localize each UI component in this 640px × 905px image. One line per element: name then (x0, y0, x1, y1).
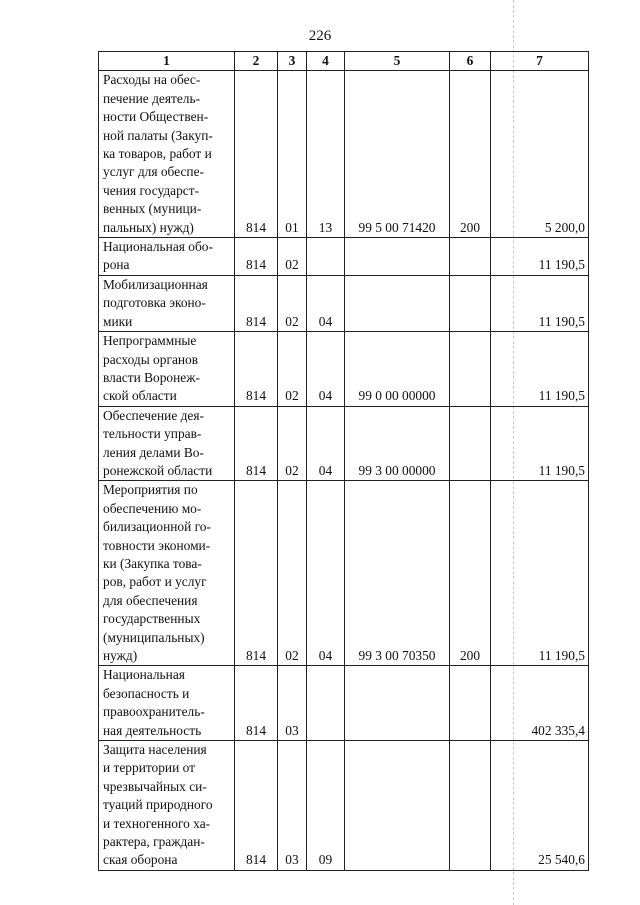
subsection-code-cell: 04 (307, 275, 345, 331)
table-row (99, 332, 589, 407)
expense-type-cell (450, 238, 491, 276)
expense-type-cell (450, 406, 491, 481)
expense-name-line: нужд) (103, 648, 138, 663)
section-code-cell: 02 (278, 332, 307, 407)
expense-name-line: туаций природного (103, 797, 213, 813)
column-header: 3 (278, 52, 307, 71)
table-row (99, 666, 589, 741)
expense-name-line: ров, работ и услуг (103, 574, 207, 590)
amount-cell: 11 190,5 (491, 238, 589, 276)
expense-name-line: ка товаров, работ и (103, 146, 212, 162)
expense-name-cell (99, 741, 235, 871)
expense-name-line: Мероприятия по (103, 482, 198, 498)
expense-name-line: чрезвычайных си- (103, 778, 207, 794)
expense-type-cell (450, 741, 491, 871)
expense-type-cell (450, 275, 491, 331)
expense-name-cell (99, 275, 235, 331)
amount-cell: 402 335,4 (491, 666, 589, 741)
table-row (99, 71, 589, 238)
amount-cell: 11 190,5 (491, 332, 589, 407)
target-article-cell (345, 275, 450, 331)
expense-name-line: чения государст- (103, 182, 200, 198)
target-article-cell (345, 666, 450, 741)
expense-name-line: печение деятель- (103, 90, 201, 106)
expense-name-cell (99, 238, 235, 276)
column-header: 1 (99, 52, 235, 71)
expense-name-cell (99, 666, 235, 741)
expense-name-line: подготовка эконо- (103, 295, 206, 311)
expense-name-line: тельности управ- (103, 426, 202, 442)
expense-name-cell (99, 71, 235, 238)
expense-name-line: ской области (103, 388, 177, 404)
expense-name-line: Национальная обо- (103, 239, 213, 255)
ministry-code-cell: 814 (235, 275, 278, 331)
table-row (99, 406, 589, 481)
expense-name-line: рактера, граждан- (103, 834, 205, 850)
expense-type-cell: 200 (450, 481, 491, 666)
expense-name-line: Непрограммные (103, 333, 197, 349)
ministry-code-cell: 814 (235, 741, 278, 871)
expense-name-line: ная деятельность (103, 722, 202, 738)
ministry-code-cell: 814 (235, 481, 278, 666)
expense-name-line: мики (103, 313, 133, 329)
amount-cell: 11 190,5 (491, 406, 589, 481)
header-row (99, 52, 589, 71)
column-header: 4 (307, 52, 345, 71)
section-code-cell: 02 (278, 481, 307, 666)
expense-type-cell: 200 (450, 71, 491, 238)
expense-name-line: ки (Закупка това- (103, 555, 202, 571)
amount-cell: 11 190,5 (491, 275, 589, 331)
page-number: 226 (308, 28, 332, 44)
table-row (99, 481, 589, 666)
target-article-cell: 99 0 00 00000 (345, 332, 450, 407)
expense-name-line: (муниципальных) (103, 629, 205, 645)
column-header: 2 (235, 52, 278, 71)
subsection-code-cell: 04 (307, 406, 345, 481)
table-row (99, 275, 589, 331)
section-code-cell: 03 (278, 741, 307, 871)
expense-name-line: и техногенного ха- (103, 815, 211, 831)
expense-name-line: правоохранитель- (103, 704, 205, 720)
section-code-cell: 02 (278, 275, 307, 331)
amount-cell: 25 540,6 (491, 741, 589, 871)
expense-name-line: пальных) нужд) (103, 219, 194, 235)
expense-name-line: венных (муници- (103, 201, 202, 217)
ministry-code-cell: 814 (235, 666, 278, 741)
target-article-cell: 99 3 00 00000 (345, 406, 450, 481)
expense-name-line: Национальная (103, 667, 185, 683)
amount-cell: 5 200,0 (491, 71, 589, 238)
expense-name-cell (99, 406, 235, 481)
ministry-code-cell: 814 (235, 238, 278, 276)
amount-cell: 11 190,5 (491, 481, 589, 666)
ministry-code-cell: 814 (235, 71, 278, 238)
table-row (99, 741, 589, 871)
expense-name-line: Обеспечение дея- (103, 407, 204, 423)
budget-table (98, 51, 589, 871)
expense-name-line: для обеспечения (103, 592, 198, 608)
expense-name-line: билизационной го- (103, 519, 211, 535)
ministry-code-cell: 814 (235, 332, 278, 407)
section-code-cell: 02 (278, 238, 307, 276)
expense-name-line: услуг для обеспе- (103, 164, 204, 180)
subsection-code-cell: 09 (307, 741, 345, 871)
expense-name-line: и территории от (103, 760, 195, 776)
expense-name-line: товности экономи- (103, 537, 211, 553)
subsection-code-cell: 04 (307, 332, 345, 407)
table-row (99, 238, 589, 276)
expense-name-line: ности Обществен- (103, 109, 209, 125)
subsection-code-cell (307, 666, 345, 741)
expense-name-line: власти Воронеж- (103, 369, 200, 385)
expense-name-line: Мобилизационная (103, 276, 208, 292)
expense-type-cell (450, 666, 491, 741)
target-article-cell (345, 238, 450, 276)
subsection-code-cell (307, 238, 345, 276)
expense-name-line: ская оборона (103, 852, 178, 868)
section-code-cell: 02 (278, 406, 307, 481)
expense-name-line: обеспечению мо- (103, 500, 202, 516)
subsection-code-cell: 04 (307, 481, 345, 666)
column-header: 6 (450, 52, 491, 71)
expense-name-cell (99, 481, 235, 666)
expense-name-line: безопасность и (103, 685, 190, 701)
expense-type-cell (450, 332, 491, 407)
expense-name-line: Расходы на обес- (103, 72, 201, 88)
expense-name-line: ления делами Во- (103, 444, 204, 460)
expense-name-line: государственных (103, 611, 201, 627)
section-code-cell: 01 (278, 71, 307, 238)
target-article-cell: 99 5 00 71420 (345, 71, 450, 238)
column-header: 5 (345, 52, 450, 71)
expense-name-line: расходы органов (103, 351, 199, 367)
expense-name-line: Защита населения (103, 742, 207, 758)
target-article-cell: 99 3 00 70350 (345, 481, 450, 666)
expense-name-line: ной палаты (Закуп- (103, 127, 213, 143)
expense-name-line: рона (103, 257, 130, 273)
table-body (99, 71, 589, 870)
subsection-code-cell: 13 (307, 71, 345, 238)
ministry-code-cell: 814 (235, 406, 278, 481)
expense-name-line: ронежской области (103, 462, 213, 478)
column-header: 7 (491, 52, 589, 71)
expense-name-cell (99, 332, 235, 407)
target-article-cell (345, 741, 450, 871)
section-code-cell: 03 (278, 666, 307, 741)
